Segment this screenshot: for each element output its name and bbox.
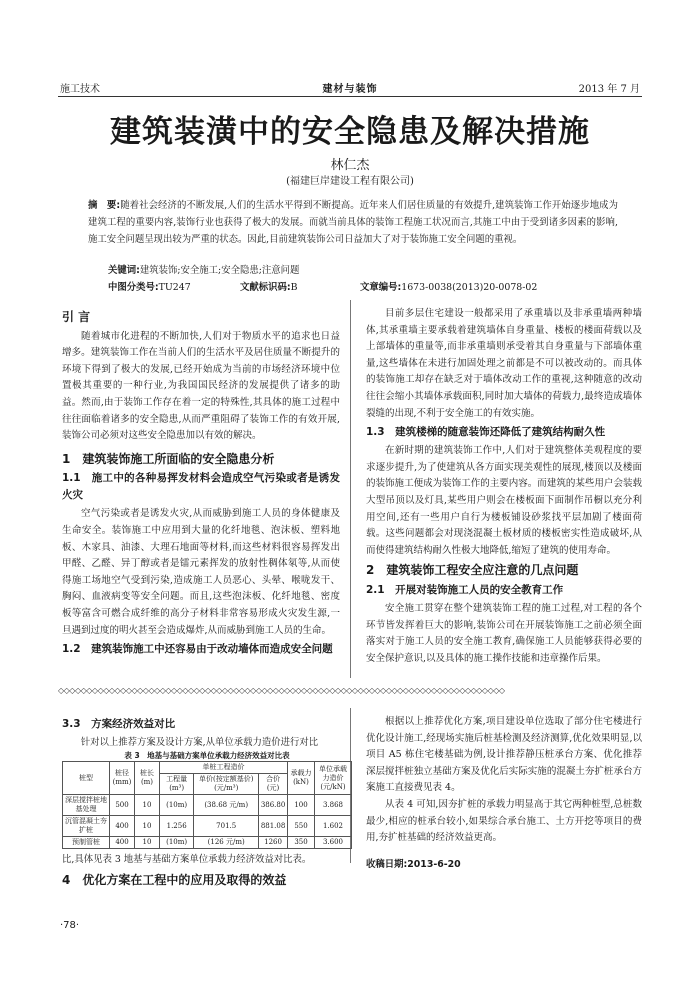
th-group: 单桩工程造价 xyxy=(160,762,288,774)
cell: 1.256 xyxy=(160,816,194,837)
section-4-heading: 4 优化方案在工程中的应用及取得的效益 xyxy=(62,872,287,887)
section-2-1-paragraph: 安全施工贯穿在整个建筑装饰工程的施工过程,对工程的各个环节皆发挥着巨大的影响,装饰公司在开展装饰施工之前必须全面落实对于施工人员的安全施工教育,确保施工人员能够获得必要的安全保护意识,以及具体的施工操作技能和违章操作后果。 xyxy=(366,602,642,664)
cell: 3.600 xyxy=(315,837,352,849)
section-2-heading: 2 建筑装饰工程安全应注意的几点问题 xyxy=(366,563,579,578)
cell: 10 xyxy=(135,837,160,849)
cell: 350 xyxy=(288,837,315,849)
article-title: 建筑装潢中的安全隐患及解决措施 xyxy=(110,114,590,150)
table-4-paragraph: 从表 4 可知,因夯扩桩的承载力明显高于其它两种桩型,总桩数最少,相应的桩承台较小,如果综合承台施工、土方开挖等项目的费用,夯扩桩基础的经济效益更高。 xyxy=(366,798,642,844)
table-3-caption: 表 3 地基与基础方案单位承载力经济效益对比表 xyxy=(124,751,290,760)
cell: (38.68 元/m) xyxy=(194,795,259,816)
running-header-date: 2013 年 7 月 xyxy=(578,84,640,95)
cell: 881.08 xyxy=(259,816,288,837)
keywords-text: 建筑装饰;安全施工;安全隐患;注意问题 xyxy=(139,265,300,276)
received-date: 收稿日期:2013-6-20 xyxy=(366,858,461,870)
cell: 1260 xyxy=(259,837,288,849)
cell: 400 xyxy=(110,816,135,837)
doc-code-value: B xyxy=(290,282,298,293)
clc-number xyxy=(108,279,191,293)
section-1-3-heading: 1.3 建筑楼梯的随意装饰还降低了建筑结构耐久性 xyxy=(366,426,606,439)
cell: (10m) xyxy=(160,837,194,849)
cell: (126 元/m) xyxy=(194,837,259,849)
cell: 400 xyxy=(110,837,135,849)
cell: (10m) xyxy=(160,795,194,816)
section-1-3-paragraph: 在新时期的建筑装饰工作中,人们对于建筑整体美观程度的要求逐步提升,为了使建筑从各方面实现美观性的展现,楼顶以及楼面的装饰施工便成为装饰工作的主要内容。而建筑的某些用户会装载大型吊顶以及灯具,某些用户则会在楼板面下面制作吊橱以充分利用空间,还有一些用户自行为楼板铺设砂浆找平层加剧了楼面荷载。这些问题都会对现浇混凝土板材质的楼板密实性造成破坏,从而使得建筑结构耐久性极大地降低,缩短了建筑的使用寿命。 xyxy=(366,445,642,556)
abstract-label: 摘 要: xyxy=(88,200,121,211)
cell: 500 xyxy=(110,795,135,816)
header-rule xyxy=(58,96,642,97)
cell: 预制管桩 xyxy=(63,837,110,849)
th-capacity: 承载力(kN) xyxy=(288,762,315,795)
keywords-label: 关键词: xyxy=(108,265,140,276)
cell: 沉管混凝土夯扩桩 xyxy=(63,816,110,837)
table-row xyxy=(63,816,352,837)
optimization-paragraph: 根据以上推荐优化方案,项目建设单位选取了部分住宅楼进行优化设计施工,经现场实施后桩基检测及经济测算,优化效果明显,以项目 A5 栋住宅楼基础为例,设计推荐静压桩承台方案、优化推荐深层搅拌桩独立基础方案及优化后实际实施的混凝土夯扩桩承台方案施工直接费见表 4。 xyxy=(366,716,642,794)
table-row xyxy=(63,837,352,849)
article-no-label: 文章编号: xyxy=(360,282,402,293)
lower-left-column xyxy=(62,714,352,891)
cell: 10 xyxy=(135,795,160,816)
th-total: 合价(元) xyxy=(259,774,288,795)
article-number xyxy=(360,279,537,293)
clc-label: 中图分类号: xyxy=(108,282,159,293)
cell: 3.868 xyxy=(315,795,352,816)
th-length: 桩长(m) xyxy=(135,762,160,795)
author: 林仁杰 xyxy=(330,158,370,173)
doc-code-label: 文献标识码: xyxy=(240,282,291,293)
cell: 701.5 xyxy=(194,816,259,837)
abstract xyxy=(88,197,618,248)
article-no-value: 1673-0038(2013)20-0078-02 xyxy=(401,282,538,293)
clc-value: TU247 xyxy=(158,282,191,293)
keywords xyxy=(108,262,299,276)
running-header-left: 施工技术 xyxy=(60,84,100,95)
section-1-2-heading: 1.2 建筑装饰施工中还容易由于改动墙体而造成安全问题 xyxy=(62,643,333,656)
affiliation: (福建巨岸建设工程有限公司) xyxy=(286,176,414,187)
cell: 10 xyxy=(135,816,160,837)
section-3-3-heading: 3.3 方案经济效益对比 xyxy=(62,718,176,730)
running-header-journal: 建材与装饰 xyxy=(322,84,378,95)
cell: 深层搅拌桩地基处理 xyxy=(63,795,110,816)
right-column xyxy=(366,306,642,667)
lower-right-column xyxy=(366,714,642,873)
section-intro-heading: 引 言 xyxy=(62,310,91,324)
cell: 550 xyxy=(288,816,315,837)
column-divider xyxy=(350,300,351,678)
page-number: ·78· xyxy=(60,920,80,931)
cell: 386.80 xyxy=(259,795,288,816)
th-diameter: 桩径(mm) xyxy=(110,762,135,795)
section-2-1-heading: 2.1 开展对装饰施工人员的安全教育工作 xyxy=(366,583,564,596)
section-1-1-heading: 1.1 施工中的各种易挥发材料会造成空气污染或者是诱发火灾 xyxy=(62,472,340,502)
section-1-1-paragraph: 空气污染或者是诱发火灾,从而威胁到施工人员的身体健康及生命安全。装饰施工中应用到大量的化纤地毯、泡沫板、塑料地板、木家具、油漆、大理石地面等材料,而这些材料很容易挥发出甲醛、乙醛、异丁醇或者是镭元素挥发的放射性稠体氡等,从而使得施工场地空气受到污染,造成施工人员恶心、头晕、喉咙发干、胸闷、血液病变等安全问题。而且,这些泡沫板、化纤地毯、密度板等富含可燃合成纤维的高分子材料非常容易形成火灾发生源,一旦遇到过度的明火甚至会造成爆炸,从而威胁到施工人员的生命。 xyxy=(62,508,340,636)
intro-paragraph: 随着城市化进程的不断加快,人们对于物质水平的追求也日益增多。建筑装饰工作在当前人们的生活水平及居住质量不断提升的环境下得到了极大的发展,已经开始成为当前的市场经济环境中位置极其重要的一种行业,为我国国民经济的发展提供了诸多的助益。然而,由于装饰工作存在着一定的特殊性,其具体的施工过程中往往面临着诸多的安全隐患,从而严重阻碍了装饰工作的有效开展,装饰公司必须对这些安全隐患加以有效的解决。 xyxy=(62,330,340,442)
th-type: 桩型 xyxy=(63,762,110,795)
comparison-intro: 针对以上推荐方案及设计方案,从单位承载力造价进行对比 xyxy=(80,737,319,748)
document-code xyxy=(240,279,298,293)
cell: 1.602 xyxy=(315,816,352,837)
table-row xyxy=(63,795,352,816)
wall-paragraph: 目前多层住宅建设一般都采用了承重墙以及非承重墙两种墙体,其承重墙主要承载着建筑墙体自身重量、楼板的楼面荷载以及上部墙体的重量等,而非承重墙则承受着其自身重量与下部墙体重量,这些墙体在未进行加固处理之前都是不可以被改动的。而具体的装饰施工却存在缺乏对于墙体改动工作的重视,这种随意的改动往往会缩小其墙体承载面积,同时加大墙体的荷载力,最终造成墙体裂缝的出现,不利于安全施工的有效实施。 xyxy=(366,308,642,419)
comparison-conclusion: 比,具体见表 3 地基与基础方案单位承载力经济效益对比表。 xyxy=(62,854,312,865)
table-3 xyxy=(62,761,352,849)
th-unit-cost: 单位承载力造价(元/kN) xyxy=(315,762,352,795)
article-separator: ◇◇◇◇◇◇◇◇◇◇◇◇◇◇◇◇◇◇◇◇◇◇◇◇◇◇◇◇◇◇◇◇◇◇◇◇◇◇◇◇◇◇◇◇◇◇◇◇◇◇◇◇◇◇◇◇◇◇◇◇◇◇◇◇◇◇◇◇◇◇◇◇◇◇◇◇◇◇◇ xyxy=(58,686,505,694)
th-price: 单价(按定额基价)(元/m³) xyxy=(194,774,259,795)
left-column xyxy=(62,306,340,660)
abstract-text: 随着社会经济的不断发展,人们的生活水平得到不断提高。近年来人们居住质量的有效提升,建筑装饰工作开始逐步地成为建筑工程的重要内容,装饰行业也获得了极大的发展。而就当前具体的装饰工程施工状况而言,其施工中由于受到诸多因素的影响,施工安全问题呈现出较为严重的状态。因此,目前建筑装饰公司日益加大了对于装饰施工安全问题的重视。 xyxy=(88,200,619,245)
cell: 100 xyxy=(288,795,315,816)
th-volume: 工程量(m³) xyxy=(160,774,194,795)
section-1-heading: 1 建筑装饰施工所面临的安全隐患分析 xyxy=(62,451,275,466)
